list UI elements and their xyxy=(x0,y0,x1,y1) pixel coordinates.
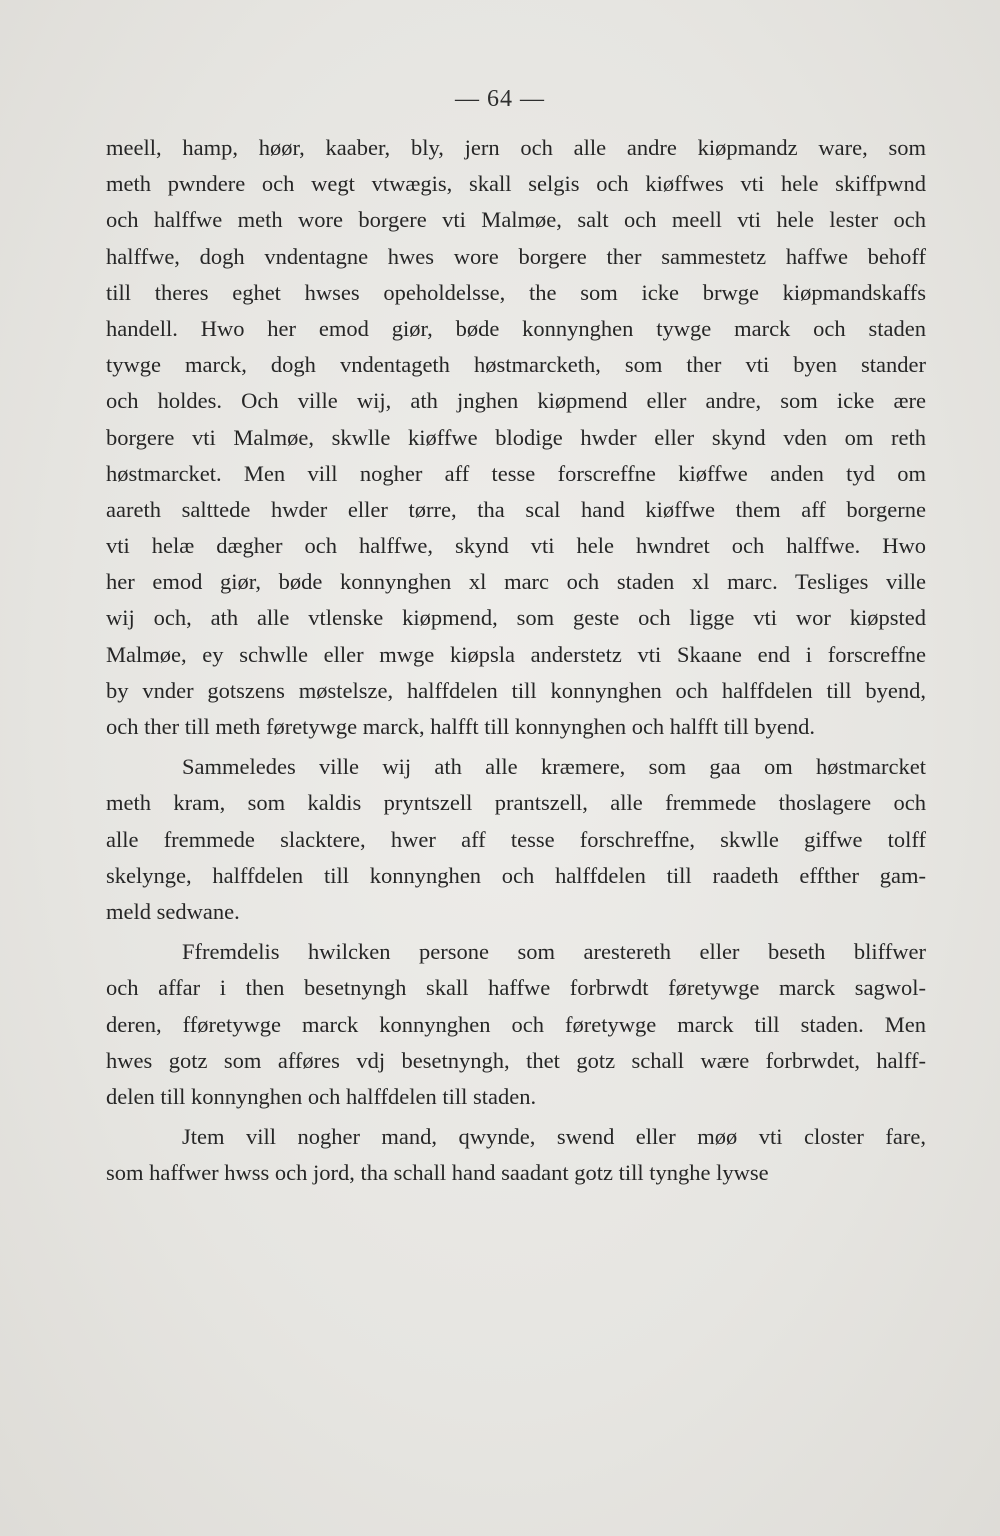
text-line: Ffremdelis hwilcken persone som arestereth eller beseth bliffwer xyxy=(182,939,926,965)
text-line: och holdes. Och ville wij, ath jnghen kiøpmend eller andre, som icke ære xyxy=(106,388,926,414)
paragraph xyxy=(106,130,926,745)
page-number: — 64 — xyxy=(455,86,545,112)
text-line: høstmarcket. Men vill nogher aff tesse forscreffne kiøffwe anden tyd om xyxy=(106,460,926,486)
text-line: hwes gotz som afføres vdj besetnyngh, thet gotz schall wære forbrwdet, halff- xyxy=(106,1047,926,1073)
text-line: deren, fføretywge marck konnynghen och føretywge marck till staden. Men xyxy=(106,1011,926,1037)
text-line: delen till konnynghen och halffdelen till staden. xyxy=(106,1083,537,1109)
text-line: och ther till meth føretywge marck, halfft till konnynghen och halfft till byend. xyxy=(106,714,815,739)
paragraph xyxy=(106,934,926,1115)
text-line: wij och, ath alle vtlenske kiøpmend, som geste och ligge vti wor kiøpsted xyxy=(106,605,926,631)
text-line: till theres eghet hwses opeholdelsse, the som icke brwge kiøpmandskaffs xyxy=(106,279,926,305)
text-line: aareth salttede hwder eller tørre, tha scal hand kiøffwe them aff borgerne xyxy=(106,496,926,522)
text-line: som haffwer hwss och jord, tha schall hand saadant gotz till tynghe lywse xyxy=(106,1160,769,1186)
body-text xyxy=(106,130,926,1191)
text-line: meth kram, som kaldis pryntszell prantszell, alle fremmede thoslagere och xyxy=(106,790,926,816)
text-line: her emod giør, bøde konnynghen xl marc och staden xl marc. Tesliges ville xyxy=(106,569,926,595)
text-line: vti helæ dægher och halffwe, skynd vti hele hwndret och halffwe. Hwo xyxy=(106,533,926,559)
text-line: meld sedwane. xyxy=(106,898,240,924)
text-line: handell. Hwo her emod giør, bøde konnynghen tywge marck och staden xyxy=(106,315,926,341)
text-line: Malmøe, ey schwlle eller mwge kiøpsla anderstetz vti Skaane end i forscreffne xyxy=(106,641,926,667)
text-line: tywge marck, dogh vndentageth høstmarcketh, som ther vti byen stander xyxy=(106,352,926,378)
text-line: och halffwe meth wore borgere vti Malmøe, salt och meell vti hele lester och xyxy=(106,207,926,233)
text-line: och affar i then besetnyngh skall haffwe forbrwdt føretywge marck sagwol- xyxy=(106,975,926,1001)
text-line: by vnder gotszens møstelsze, halffdelen till konnynghen och halffdelen till byend, xyxy=(106,677,926,703)
text-line: Jtem vill nogher mand, qwynde, swend eller møø vti closter fare, xyxy=(182,1124,926,1150)
text-line: Sammeledes ville wij ath alle kræmere, som gaa om høstmarcket xyxy=(182,754,926,780)
text-line: meell, hamp, høør, kaaber, bly, jern och alle andre kiøpmandz ware, som xyxy=(106,135,926,160)
paragraph xyxy=(106,1119,926,1191)
text-line: halffwe, dogh vndentagne hwes wore borgere ther sammestetz haffwe behoff xyxy=(106,243,926,269)
text-line: skelynge, halffdelen till konnynghen och halffdelen till raadeth effther gam- xyxy=(106,862,926,888)
text-line: meth pwndere och wegt vtwægis, skall selgis och kiøffwes vti hele skiffpwnd xyxy=(106,171,926,197)
paragraph xyxy=(106,749,926,930)
text-line: borgere vti Malmøe, skwlle kiøffwe blodige hwder eller skynd vden om reth xyxy=(106,424,926,450)
text-line: alle fremmede slacktere, hwer aff tesse forschreffne, skwlle giffwe tolff xyxy=(106,826,926,852)
